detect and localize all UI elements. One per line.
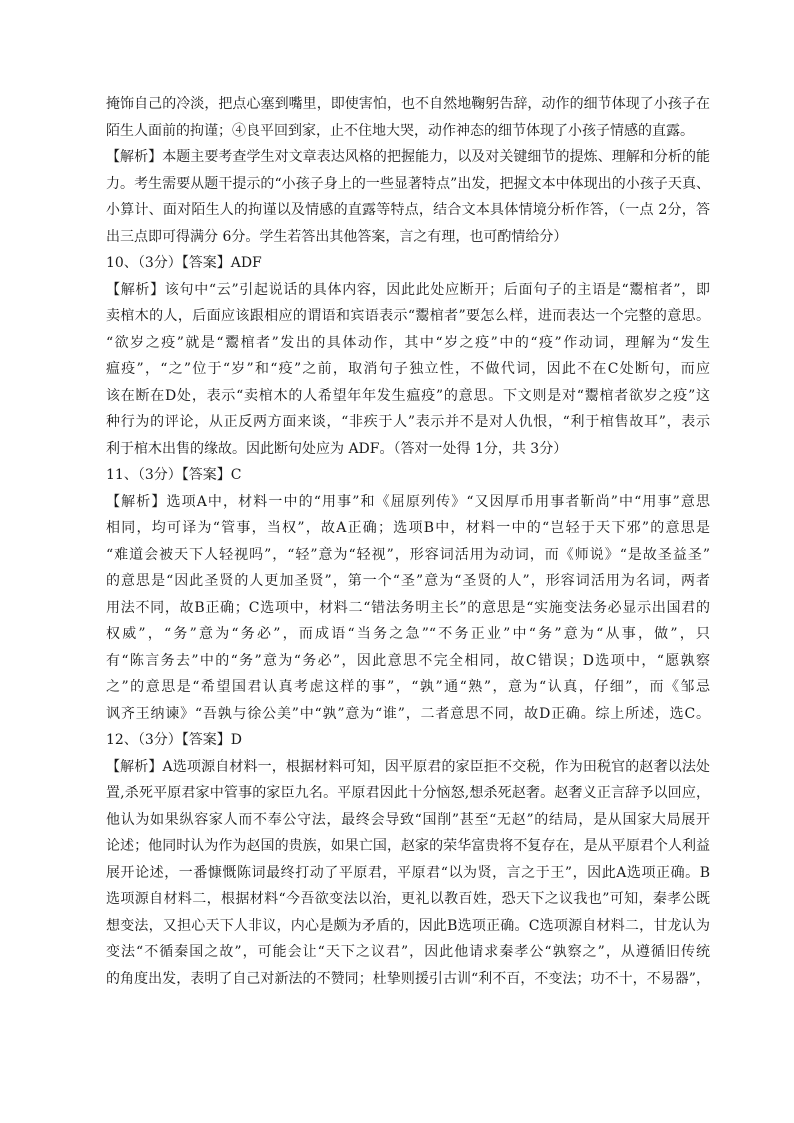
text-line: 陌生人面前的拘谨；④良平回到家，止不住地大哭，动作神态的细节体现了小孩子情感的直露。	[106, 122, 694, 139]
text-line: 掩饰自己的冷淡，把点心塞到嘴里，即使害怕，也不自然地鞠躬告辞，动作的细节体现了小孩子在	[106, 96, 710, 112]
text-line: 瘟疫”，“之”位于“岁”和“疫”之前，取消句子独立性，不做代词，因此不在C处断句，而应	[106, 361, 710, 377]
text-line: 【解析】选项A中，材料一中的“用事”和《屈原列传》“又因厚币用事者靳尚”中“用事”意思	[106, 493, 710, 510]
text-line: 出三点即可得满分 6分。学生若答出其他答案，言之有理，也可酌情给分）	[106, 228, 568, 245]
text-line: 讽齐王纳谏》“吾孰与徐公美”中“孰”意为“谁”，二者意思不同，故D正确。综上所述，选C。	[106, 705, 710, 722]
text-line: 的角度出发，表明了自己对新法的不赞同；杜挚则援引古训“利不百，不变法；功不十，不易器”，	[106, 970, 710, 987]
text-line: 权威”，“务”意为“务必”，而成语“当务之急”“不务正业”中“务”意为“从事，做”，只	[106, 626, 710, 642]
text-line: 论述；他同时认为作为赵国的贵族，如果亡国，赵家的荣华富贵将不复存在，是从平原君个人利益	[106, 838, 710, 854]
text-line: 10、（3分）【答案】ADF	[106, 255, 262, 271]
text-line: 11、（3分）【答案】C	[106, 467, 242, 483]
text-line: 用法不同，故B正确；C选项中，材料二“错法务明主长”的意思是“实施变法务必显示出国君的	[106, 599, 710, 616]
text-line: 卖棺木的人，后面应该跟相应的谓语和宾语表示“鬻棺者”要怎么样，进而表达一个完整的意思。	[106, 308, 710, 324]
text-line: 相同，均可译为“管事，当权”，故A正确；选项B中，材料一中的“岂轻于天下邪”的意思是	[106, 520, 710, 536]
text-line: 展开论述，一番慷慨陈词最终打动了平原君，平原君“以为贤，言之于王”，因此A选项正确。B	[106, 864, 710, 881]
answer-analysis-text	[106, 91, 710, 992]
text-line: 想变法，又担心天下人非议，内心是颇为矛盾的，因此B选项正确。C选项源自材料二，甘龙认为	[106, 917, 710, 934]
text-line: “难道会被天下人轻视吗”，“轻”意为“轻视”，形容词活用为动词，而《师说》“是故圣益圣”	[106, 546, 710, 563]
text-line: 小算计、面对陌生人的拘谨以及情感的直露等特点，结合文本具体情境分析作答，（一点 2分，答	[106, 202, 710, 218]
text-line: 该在断在D处，表示“卖棺木的人希望年年发生瘟疫”的意思。下文则是对“鬻棺者欲岁之疫”这	[106, 387, 710, 404]
text-line: 【解析】本题主要考查学生对文章表达风格的把握能力，以及对关键细节的提炼、理解和分析的能	[106, 149, 710, 165]
text-line: 有“陈言务去”中的“务”意为“务必”，因此意思不完全相同，故C错误；D选项中，“愿孰察	[106, 652, 710, 669]
text-line: 利于棺木出售的缘故。因此断句处应为 ADF。（答对一处得 1分，共 3分）	[106, 440, 568, 457]
text-line: “欲岁之疫”就是“鬻棺者”发出的具体动作，其中“岁之疫”中的“疫”作动词，理解为“发生	[106, 334, 710, 351]
text-line: 选项源自材料二，根据材料“今吾欲变法以治，更礼以教百姓，恐天下之议我也”可知，秦孝公既	[106, 891, 710, 907]
text-line: 【解析】该句中“云”引起说话的具体内容，因此此处应断开；后面句子的主语是“鬻棺者”，即	[106, 281, 710, 298]
text-line: 之”的意思是“希望国君认真考虑这样的事”，“孰”通“熟”，意为“认真，仔细”，而《邹忌	[106, 679, 710, 695]
text-line: 的意思是“因此圣贤的人更加圣贤”，第一个“圣”意为“圣贤的人”，形容词活用为名词，两者	[106, 573, 710, 589]
text-line: 置,杀死平原君家中管事的家臣九名。平原君因此十分恼怒,想杀死赵奢。赵奢义正言辞予以回应，	[106, 785, 710, 801]
text-line: 12、（3分）【答案】D	[106, 732, 242, 748]
text-line: 力。考生需要从题干提示的“小孩子身上的一些显著特点”出发，把握文本中体现出的小孩子天真、	[106, 175, 710, 192]
text-line: 【解析】A选项源自材料一，根据材料可知，因平原君的家臣拒不交税，作为田税官的赵奢以法处	[106, 758, 710, 775]
text-line: 他认为如果纵容家人而不奉公守法，最终会导致“国削”甚至“无赵”的结局，是从国家大局展开	[106, 811, 710, 828]
text-line: 变法“不循秦国之故”，可能会让“天下之议君”，因此他请求秦孝公“孰察之”，从遵循旧传统	[106, 944, 710, 960]
text-line: 种行为的评论，从正反两方面来谈，“非疾于人”表示并不是对人仇恨，“利于棺售故耳”，表示	[106, 414, 710, 430]
